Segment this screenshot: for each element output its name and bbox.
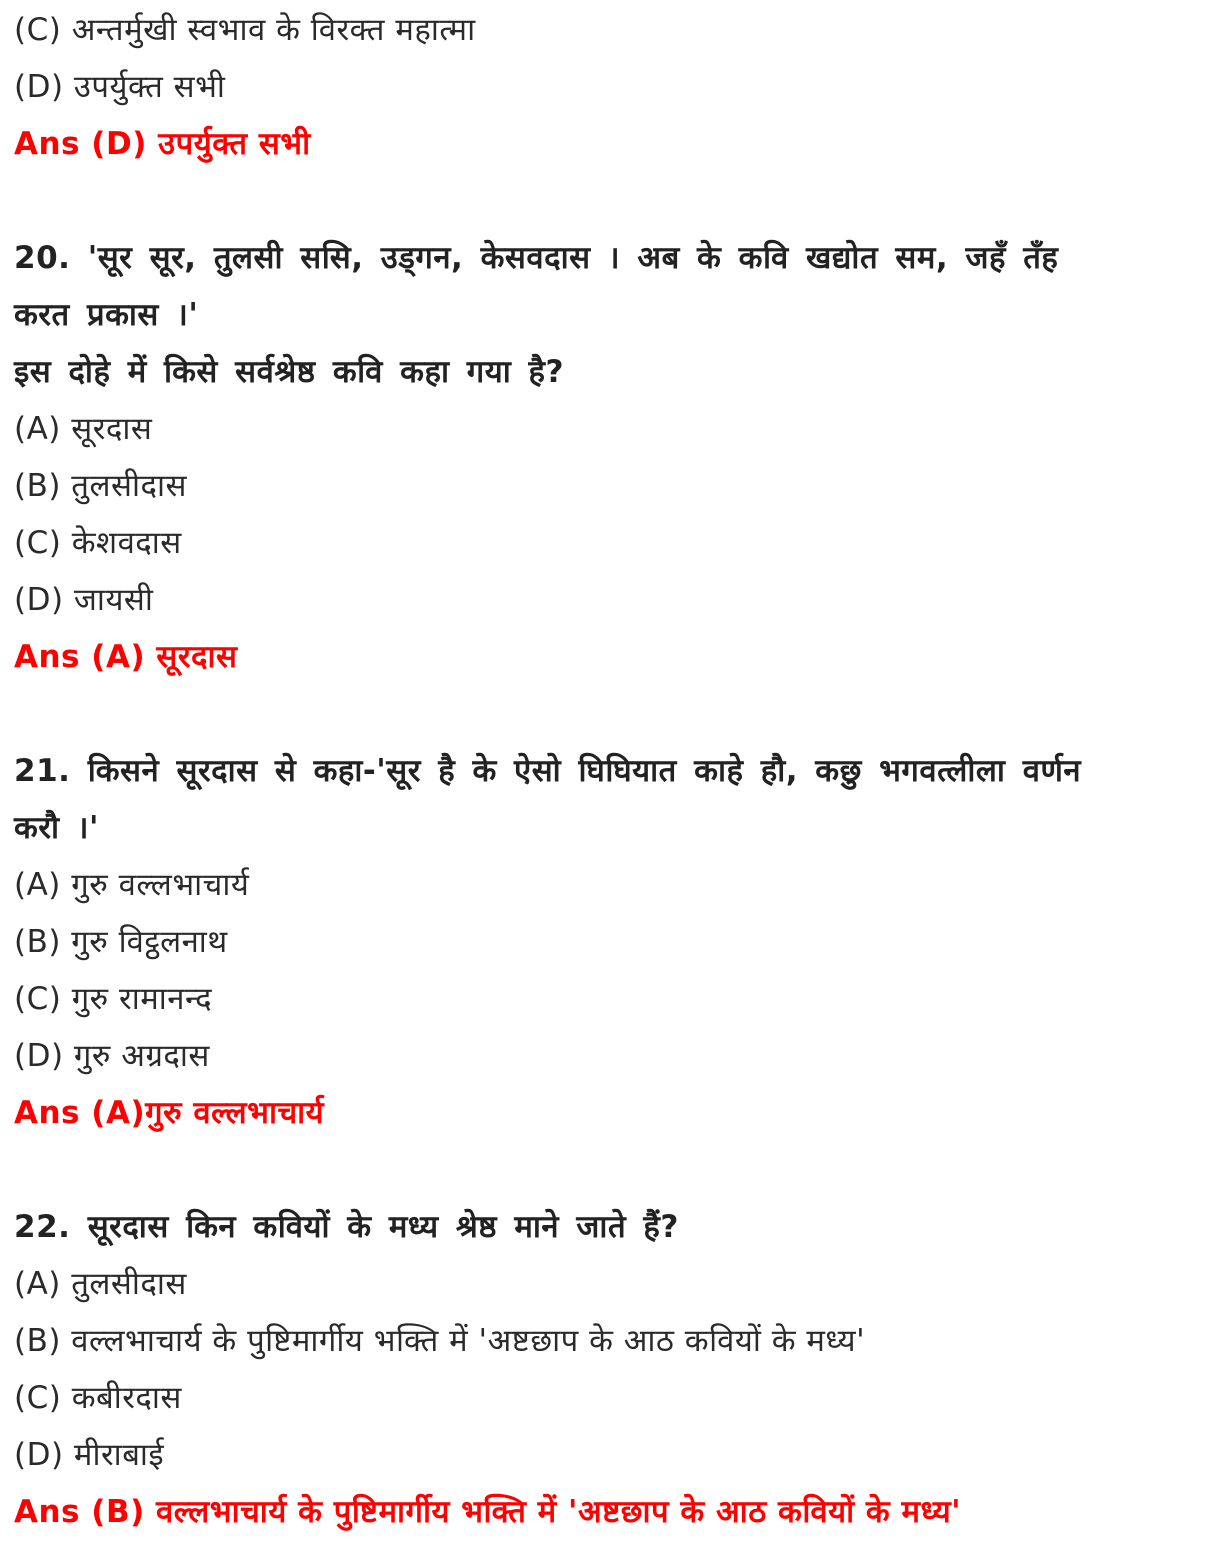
q20-option-b: (B) तुलसीदास bbox=[14, 468, 187, 504]
answer-line: Ans (D) उपर्युक्त सभी bbox=[14, 126, 311, 162]
q21-answer: Ans (A)गुरु वल्लभाचार्य bbox=[14, 1095, 325, 1131]
q20-option-a: (A) सूरदास bbox=[14, 411, 153, 447]
question-20-line-1: 20. 'सूर सूर, तुलसी ससि, उड्गन, केसवदास । अब के कवि खद्योत सम, जहँ तँह bbox=[14, 240, 1059, 276]
q22-option-c: (C) कबीरदास bbox=[14, 1380, 182, 1416]
option-c: (C) अन्तर्मुखी स्वभाव के विरक्त महात्मा bbox=[14, 12, 476, 48]
q20-option-d: (D) जायसी bbox=[14, 582, 154, 618]
q21-option-a: (A) गुरु वल्लभाचार्य bbox=[14, 867, 250, 903]
question-21-line-2: करौ ।' bbox=[14, 810, 100, 846]
question-22-line-1: 22. सूरदास किन कवियों के मध्य श्रेष्ठ माने जाते हैं? bbox=[14, 1209, 679, 1245]
q20-option-c: (C) केशवदास bbox=[14, 525, 182, 561]
question-21-line-1: 21. किसने सूरदास से कहा-'सूर है के ऐसो घिघियात काहे हौ, कछु भगवत्लीला वर्णन bbox=[14, 753, 1082, 789]
option-d: (D) उपर्युक्त सभी bbox=[14, 69, 226, 105]
question-20-line-3: इस दोहे में किसे सर्वश्रेष्ठ कवि कहा गया है? bbox=[14, 354, 564, 390]
question-20-line-2: करत प्रकास ।' bbox=[14, 297, 199, 333]
q21-option-b: (B) गुरु विट्ठलनाथ bbox=[14, 924, 228, 960]
q22-option-b: (B) वल्लभाचार्य के पुष्टिमार्गीय भक्ति में 'अष्टछाप के आठ कवियों के मध्य' bbox=[14, 1323, 866, 1359]
quiz-page bbox=[14, 0, 1210, 1552]
q22-answer: Ans (B) वल्लभाचार्य के पुष्टिमार्गीय भक्ति में 'अष्टछाप के आठ कवियों के मध्य' bbox=[14, 1494, 962, 1530]
q21-option-d: (D) गुरु अग्रदास bbox=[14, 1038, 210, 1074]
q22-option-d: (D) मीराबाई bbox=[14, 1437, 165, 1473]
q22-option-a: (A) तुलसीदास bbox=[14, 1266, 187, 1302]
q21-option-c: (C) गुरु रामानन्द bbox=[14, 981, 213, 1017]
q20-answer: Ans (A) सूरदास bbox=[14, 639, 238, 675]
